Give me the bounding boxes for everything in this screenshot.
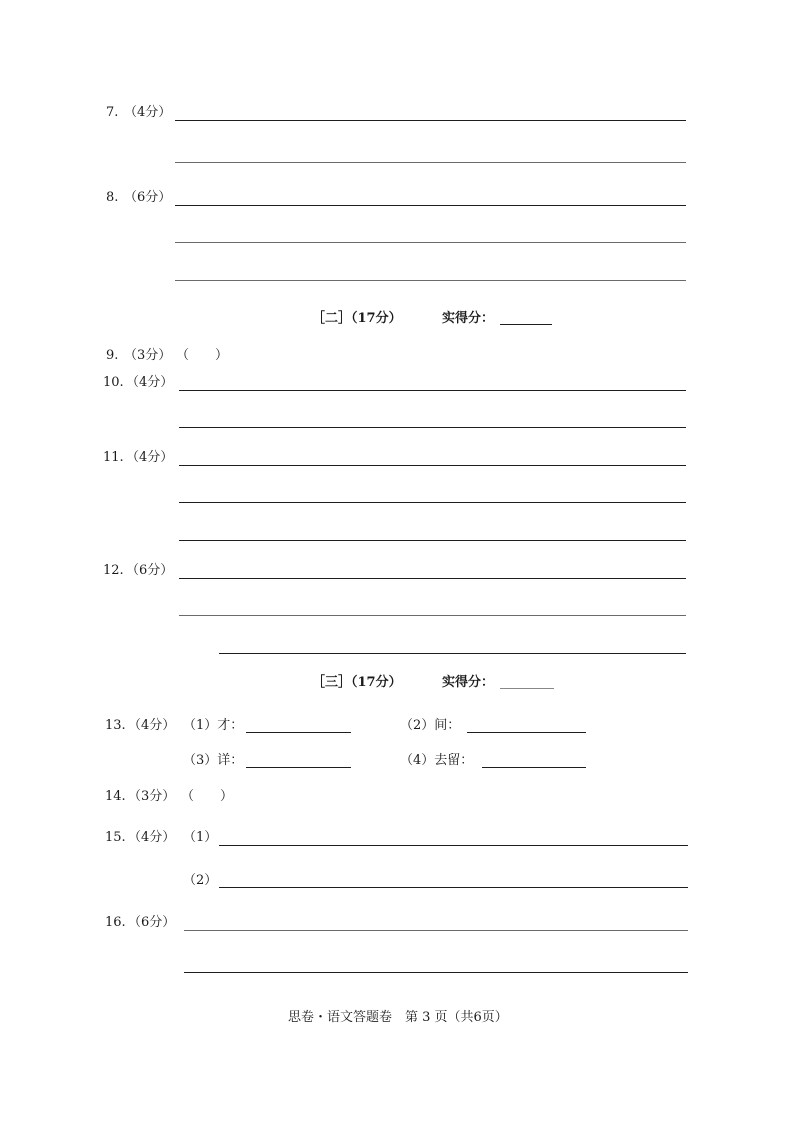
answer-line[interactable] bbox=[184, 930, 688, 931]
answer-line[interactable] bbox=[175, 280, 686, 281]
question-score: （6分） bbox=[128, 915, 176, 930]
question-score: （6分） bbox=[124, 190, 172, 205]
footer-text: 思卷・语文答题卷 第 3 页（共6页） bbox=[288, 1010, 508, 1025]
answer-line[interactable] bbox=[175, 205, 686, 206]
answer-line[interactable] bbox=[219, 887, 688, 888]
answer-line[interactable] bbox=[179, 465, 686, 466]
question-number: 10. bbox=[103, 375, 124, 390]
answer-line[interactable] bbox=[179, 502, 686, 503]
section-score-label: 实得分： bbox=[442, 675, 495, 690]
question-number: 12. bbox=[103, 563, 124, 578]
section-title: ［二］（17分） bbox=[312, 311, 402, 326]
question-score: （4分） bbox=[126, 375, 174, 390]
question-number: 9. bbox=[106, 348, 119, 363]
fill-blank[interactable] bbox=[246, 732, 351, 733]
answer-line[interactable] bbox=[184, 972, 688, 973]
sub-item-label: （4）去留： bbox=[400, 753, 474, 768]
answer-line[interactable] bbox=[175, 162, 686, 163]
sub-item-label: （2）间： bbox=[400, 718, 461, 733]
answer-line[interactable] bbox=[179, 427, 686, 428]
question-score: （4分） bbox=[126, 450, 174, 465]
section-score-label: 实得分： bbox=[442, 311, 495, 326]
question-number: 14. bbox=[105, 789, 126, 804]
question-score: （4分） bbox=[128, 718, 176, 733]
fill-blank[interactable] bbox=[246, 767, 351, 768]
answer-line[interactable] bbox=[179, 578, 686, 579]
answer-line[interactable] bbox=[175, 242, 686, 243]
answer-line[interactable] bbox=[179, 615, 686, 616]
question-score: （6分） bbox=[126, 563, 174, 578]
choice-parentheses[interactable]: （ ） bbox=[176, 348, 229, 363]
sub-item-label: （1） bbox=[183, 830, 218, 845]
question-number: 15. bbox=[105, 830, 126, 845]
sub-item-label: （1）才： bbox=[183, 718, 244, 733]
answer-line[interactable] bbox=[179, 540, 686, 541]
section-score-blank[interactable] bbox=[500, 324, 552, 325]
sub-item-label: （2） bbox=[183, 873, 218, 888]
answer-line[interactable] bbox=[219, 845, 688, 846]
section-title: ［三］（17分） bbox=[312, 675, 402, 690]
question-number: 16. bbox=[105, 915, 126, 930]
answer-line[interactable] bbox=[219, 653, 686, 654]
question-number: 7. bbox=[106, 105, 119, 120]
fill-blank[interactable] bbox=[482, 767, 586, 768]
question-number: 8. bbox=[106, 190, 119, 205]
answer-line[interactable] bbox=[175, 120, 686, 121]
question-number: 11. bbox=[103, 450, 124, 465]
question-score: （3分） bbox=[124, 348, 172, 363]
section-score-blank[interactable] bbox=[500, 688, 554, 689]
question-score: （3分） bbox=[128, 789, 176, 804]
sub-item-label: （3）详： bbox=[183, 753, 244, 768]
answer-line[interactable] bbox=[179, 390, 686, 391]
question-number: 13. bbox=[105, 718, 126, 733]
question-score: （4分） bbox=[124, 105, 172, 120]
question-score: （4分） bbox=[128, 830, 176, 845]
fill-blank[interactable] bbox=[467, 732, 586, 733]
choice-parentheses[interactable]: （ ） bbox=[181, 789, 234, 804]
